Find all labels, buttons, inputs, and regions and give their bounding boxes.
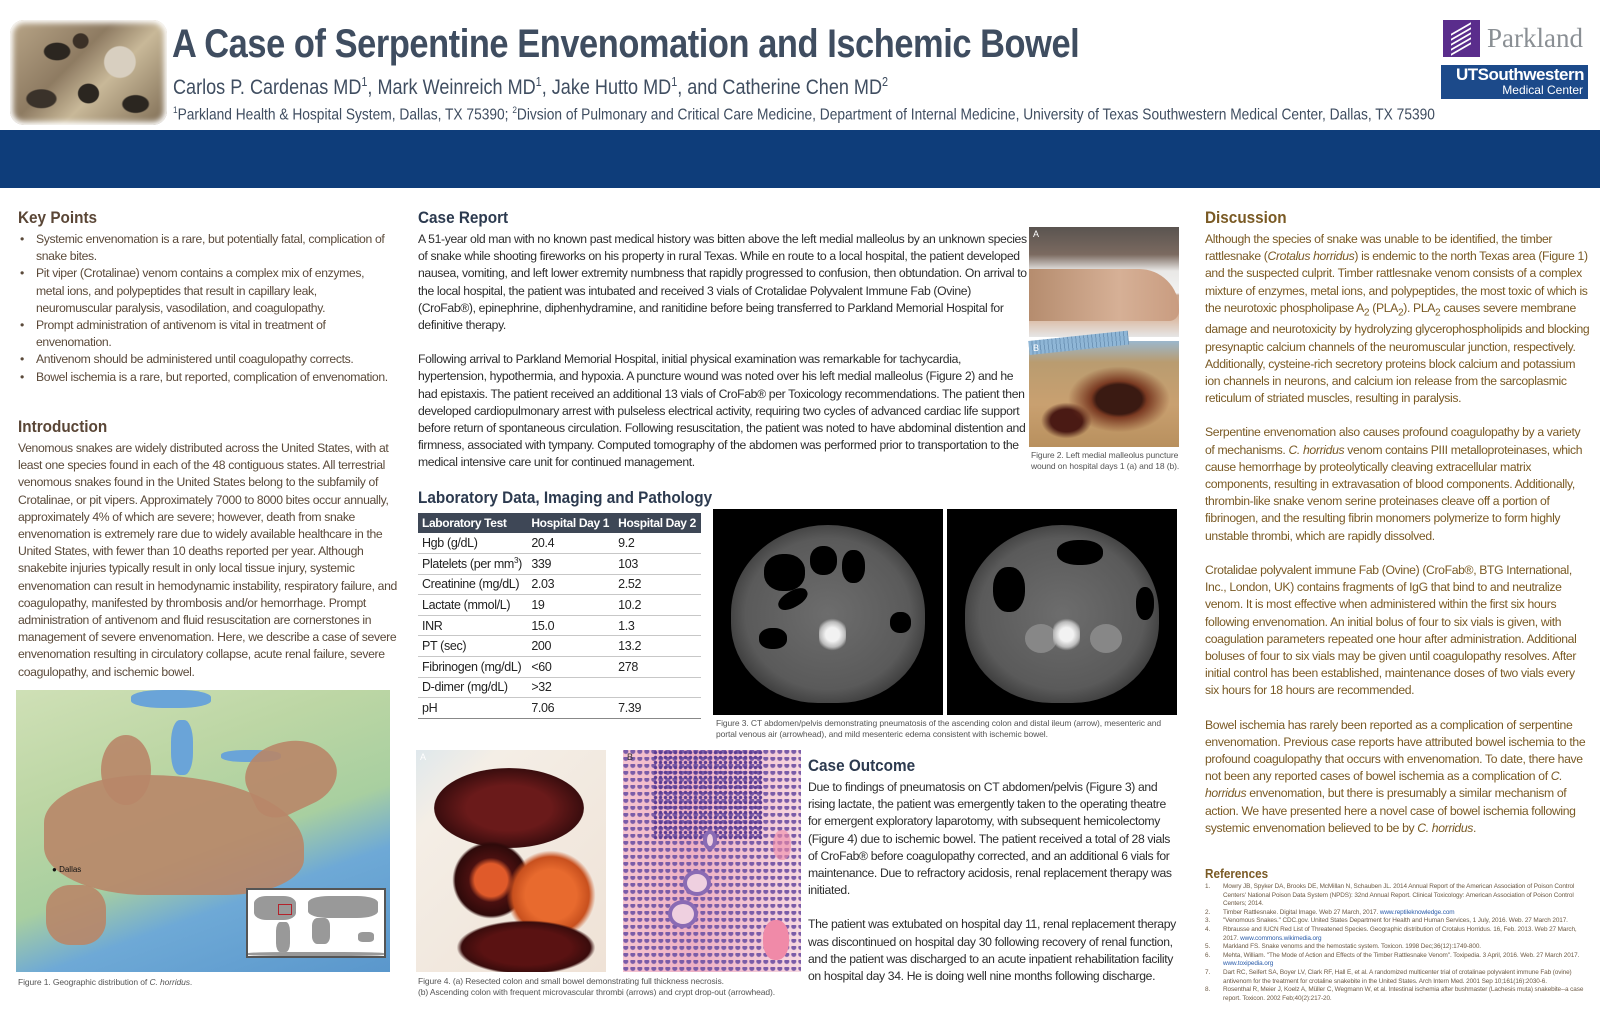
figure-1-caption: Figure 1. Geographic distribution of C. horridus. [18,977,193,987]
rattlesnake-photo [10,20,167,125]
table-row: Hgb (g/dL) 20.4 9.2 [418,533,701,554]
table-row: Platelets (per $mm^3$) 339 103 [418,554,701,575]
table-row: INR 15.0 1.3 [418,615,701,636]
case-report-paragraph: A 51-year old man with no known past medical history was bitten above the left medial malleolus by an unknown species of snake while shooting fireworks on his property in rural Texas. While en route to a local hospital, the patient developed nausea, vomiting, and left lower extremity numbness that rapidly progressed to confusion, then obtundation. On arrival to the local hospital, the patient was intubated and received 3 vials of Crotalidae Polyvalent Immune Fab (Ovine) (CroFab®), epinephrine, diphenhydramine, and ranitidine before being transferred to Parkland Memorial Hospital for definitive therapy. [418,232,1027,333]
key-point: • Bowel ischemia is a rare, but reported, complication of envenomation. [18,369,390,386]
introduction-text: Venomous snakes are widely distributed across the United States, with at least one species found in each of the 48 contiguous states. All terrestrial venomous snakes found in the United States belong to the subfamily of Crotalinae, or pit vipers. Approximately 7000 to 8000 bites occur annually, approximately 4% of which are severe; however, death from snake envenomation is extremely rare due to widely available healthcare in the United States, with fewer than 10 deaths reported per year. Although snakebite injuries typically result in only local tissue injury, systemic envenomation can result in hemodynamic instability, respiratory failure, and coagulopathy, manifested by thrombosis and/or hemorrhage. Prompt administration of antivenom and fluid resuscitation are cornerstones in management of severe envenomation. Here, we describe a case of severe envenomation resulting in circulatory collapse, acute renal failure, severe coagulopathy, and ischemic bowel. [18,441,397,679]
reference-item: 1. Mowry JB, Spyker DA, Brooks DE, McMillan N, Schauben JL. 2014 Annual Report of the American Association of Poison Control Centers' National Poison Data System (NPDS): 32nd Annual Report. Clinical Toxicology: American Association of Poison Control Centers; 2014. [1205,883,1575,908]
key-point: • Systemic envenomation is a rare, but potentially fatal, complication of snake bites. [18,231,390,265]
poster-header [0,0,1600,130]
case-report-section [418,208,1028,472]
discussion-section [1205,208,1590,837]
case-outcome-section [808,756,1178,985]
section-heading: References [1205,866,1269,881]
key-point: • Antivenom should be administered until coagulopathy corrects. [18,351,390,368]
section-heading: Case Report [418,208,509,227]
affiliation-1: Parkland Health & Hospital System, Dallas, TX 75390; [177,106,509,124]
figure-4-caption: Figure 4. (a) Resected colon and small bowel demonstrating full thickness necrosis. (b) Ascending colon with frequent microvascular thrombi (arrows) and crypt drop-out (arrowhead). [418,976,776,997]
figure-3-ct-image-right [947,509,1177,715]
reference-link[interactable]: www.reptileknowledge.com [1379,908,1455,916]
table-header-row [418,513,701,533]
discussion-paragraph: Bowel ischemia has rarely been reported as a complication of serpentine envenomation. Previous case reports have attributed bowel ischemia to the profound coagulopathy that occurs with envenomation. To date, there have not been any reported cases of bowel ischemia as a complication of C. horridus envenomation, but there is presumably a similar mechanism of action. We have presented here a novel case of bowel ischemia following systemic envenomation believed to be by C. horridus. [1205,717,1586,835]
section-heading: Laboratory Data, Imaging and Pathology [418,488,713,507]
section-heading: Introduction [18,417,108,436]
parkland-chevron-icon [1443,20,1480,57]
table-row: D-dimer (mg/dL) >32 [418,677,701,698]
parkland-logo: Parkland [1443,20,1593,60]
column-header: Hospital Day 2 [614,513,701,533]
table-row: Fibrinogen (mg/dL) <60 278 [418,657,701,678]
figure-3-caption: Figure 3. CT abdomen/pelvis demonstrating pneumatosis of the ascending colon and distal ileum (arrow), mesenteric and portal venous air (arrowhead), and mild mesenteric edema consistent with ischemic bowel. [716,718,1162,739]
figure-1-distribution-map [16,690,390,972]
figure-2-caption: Figure 2. Left medial malleolus puncture wound on hospital days 1 (a) and 18 (b). [1031,450,1180,471]
figure-4b-histology-image: B [623,750,801,972]
reference-item: 8. Rosenthal R, Meier J, Koelz A, Müller C, Wegmann W, et al. Intestinal ischemia after bushmaster (Lachesis muta) snakebite--a case report. Toxicon. 2002 Feb;40(2):217-20. [1205,986,1584,1002]
column-header: Laboratory Test [418,513,527,533]
author-list: Carlos P. Cardenas $MD^1$, Mark Weinreich $MD^1$, Jake Hutto $MD^1$, and Catherine Chen $MD^2$ [173,75,889,99]
introduction-section [18,417,400,681]
section-heading: Discussion [1205,208,1287,227]
table-row: Creatinine (mg/dL) 2.03 2.52 [418,574,701,595]
reference-link[interactable]: www.toxipedia.org [1223,960,1274,968]
poster-title: A Case of Serpentine Envenomation and Ischemic Bowel [172,22,1080,66]
case-outcome-paragraph: The patient was extubated on hospital day 11, renal replacement therapy was discontinued on hospital day 30 following recovery of renal function, and the patient was discharged to an acute inpatient rehabilitation facility on hospital day 34. He is doing well nine months following discharge. [808,917,1176,984]
key-point: • Prompt administration of antivenom is vital in treatment of envenomation. [18,317,390,351]
references-section [1205,866,1590,1003]
reference-item: 7. Dart RC, Seifert SA, Boyer LV, Clark RF, Hall E, et al. A randomized multicenter trial of crotalinae polyvalent immune Fab (ovine) antivenom for the treatment for crotaline snakebite in the United States. Arch Intern Med. 2001 Sep 10;161(16):2030-6. [1205,968,1572,985]
table-row: pH 7.06 7.39 [418,698,701,719]
utsw-logo: UTSouthwestern Medical Center [1441,65,1588,99]
inset-highlight-box [278,904,292,915]
table-row: Lactate (mmol/L) 19 10.2 [418,595,701,616]
affiliations: $^1$Parkland Health & Hospital System, Dallas, TX 75390; $^2$Divsion of Pulmonary and Critical Care Medicine, Department of Internal Medicine, University of Texas Southwestern Medical Center, Dallas, TX 75390 [173,105,1435,124]
map-label-dallas: ● Dallas [52,865,82,874]
discussion-paragraph: Crotalidae polyvalent immune Fab (Ovine) (CroFab®, BTG International, Inc., London, UK) contains fragments of IgG that bind to and neutralize venom. It is most effective when administered within the first six hours following envenomation. An initial bolus of four to six vials is given, with coagulation parameters repeated one hour after administration. Additional boluses of four to six vials may be given until coagulopathy resolves. After initial control has been established, maintenance doses of two vials every six hours for 18 hours are recommended. [1205,562,1577,698]
reference-item: 4. Rbrausse and IUCN Red List of Threatened Species. Geographic distribution of Crotalus Horridus. 16, Feb. 2013. Web 27 March, 2017. www.commons.wikimedia.org [1205,925,1577,942]
reference-link[interactable]: www.commons.wikimedia.org [1240,934,1322,942]
references-list [1205,883,1590,1003]
figure-4a-resected-bowel-photo: A [416,750,606,972]
author: Catherine Chen MD [722,76,883,99]
section-heading: Key Points [18,208,98,227]
author: Mark Weinreich MD [377,76,536,99]
section-heading: Case Outcome [808,756,916,775]
header-band [0,130,1600,188]
author: Jake Hutto MD [551,76,672,99]
lab-section-heading-wrap [418,488,718,508]
reference-item: 5. Markland FS. Snake venoms and the hemostatic system. Toxicon. 1998 Dec;36(12):1749-800. [1205,943,1481,951]
table-row: PT (sec) 200 13.2 [418,636,701,657]
discussion-paragraph: Although the species of snake was unable to be identified, the timber rattlesnake (Crotalus horridus) is endemic to the north Texas area (Figure 1) and the suspected culprit. Timber rattlesnake venom consists of a complex mixture of enzymes, metal ions, and polypeptides, the most toxic of which is the neurotoxic phospholipase $A_2$ $(PLA_2)$. $PLA_2$ causes severe membrane damage and neurotoxicity by hydrolyzing glycerophospholipids and blocking presynaptic calcium channels of the neuromuscular junction, respectively. Additionally, cysteine-rich secretory proteins block calcium and potassium ion channels in neurons, and calcium ion release from the sarcoplasmic reticulum of striated muscles, resulting in paralysis. [1205,232,1590,406]
reference-item: 2. Timber Rattlesnake. Digital Image. Web 27 March, 2017. www.reptileknowledge.com [1205,908,1455,916]
column-header: Hospital Day 1 [527,513,614,533]
reference-item: 3. "Venomous Snakes." CDC.gov. United States Department for Health and Human Services, 1 July, 2016. Web. 27 March 2017. [1205,917,1568,925]
figure-2b-wound-photo: B [1029,341,1179,447]
case-outcome-paragraph: Due to findings of pneumatosis on CT abdomen/pelvis (Figure 3) and rising lactate, the patient was emergently taken to the operating theatre for emergent exploratory laparotomy, with subsequent hemicolectomy (Figure 4) due to ischemic bowel. The patient received a total of 28 vials of CroFab® before coagulopathy corrected, and an additional 6 vials for maintenance. Due to refractory acidosis, renal replacement therapy was initiated. [808,780,1172,898]
world-inset-map [246,888,386,958]
figure-3-ct-image-left [713,509,943,715]
discussion-paragraph: Serpentine envenomation also causes profound coagulopathy by a variety of mechanisms. C. horridus venom contains PIII metalloproteinases, which cause hemorrhage by proteolytically cleaving extracellular matrix components, resulting in extravasation of blood components. Additionally, thrombin-like snake venom serine proteinases cleave off a portion of fibrinogen, and the resulting fibrin monomers polymerize to form highly unstable thrombi, which are rapidly dissolved. [1205,425,1583,543]
key-points-section [18,208,390,386]
laboratory-data-table [418,513,701,719]
reference-item: 6. Mehta, William. "The Mode of Action and Effects of the Timber Rattlesnake Venom". Toxipedia. 3 April, 2016. Web. 27 March 2017. www.toxipedia.org [1205,951,1580,968]
case-report-paragraph: Following arrival to Parkland Memorial Hospital, initial physical examination was remarkable for tachycardia, hypertension, hypothermia, and hypoxia. A puncture wound was noted over his left medial malleolus (Figure 2) and he had epistaxis. The patient received an additional 13 vials of CroFab® per Toxicology recommendations. The patient then developed cardiopulmonary arrest with pulseless electrical activity, requiring two cycles of advanced cardiac life support before return of spontaneous circulation. Following resuscitation, the patient was noted to have abdominal distention and firmness, associated with tympany. Computed tomography of the abdomen was performed prior to transportation to the medical intensive care unit for continued management. [418,352,1026,470]
key-point: • Pit viper (Crotalinae) venom contains a complex mix of enzymes, metal ions, and polypeptides that result in capillary leak, neuromuscular paralysis, vasodilation, and coagulopathy. [18,265,390,317]
figure-2a-ankle-photo: A [1029,227,1179,337]
key-points-list [18,231,390,386]
affiliation-2: Divsion of Pulmonary and Critical Care Medicine, Department of Internal Medicine, University of Texas Southwestern Medical Center, Dallas, TX 75390 [516,106,1435,124]
author: Carlos P. Cardenas MD [173,76,362,99]
